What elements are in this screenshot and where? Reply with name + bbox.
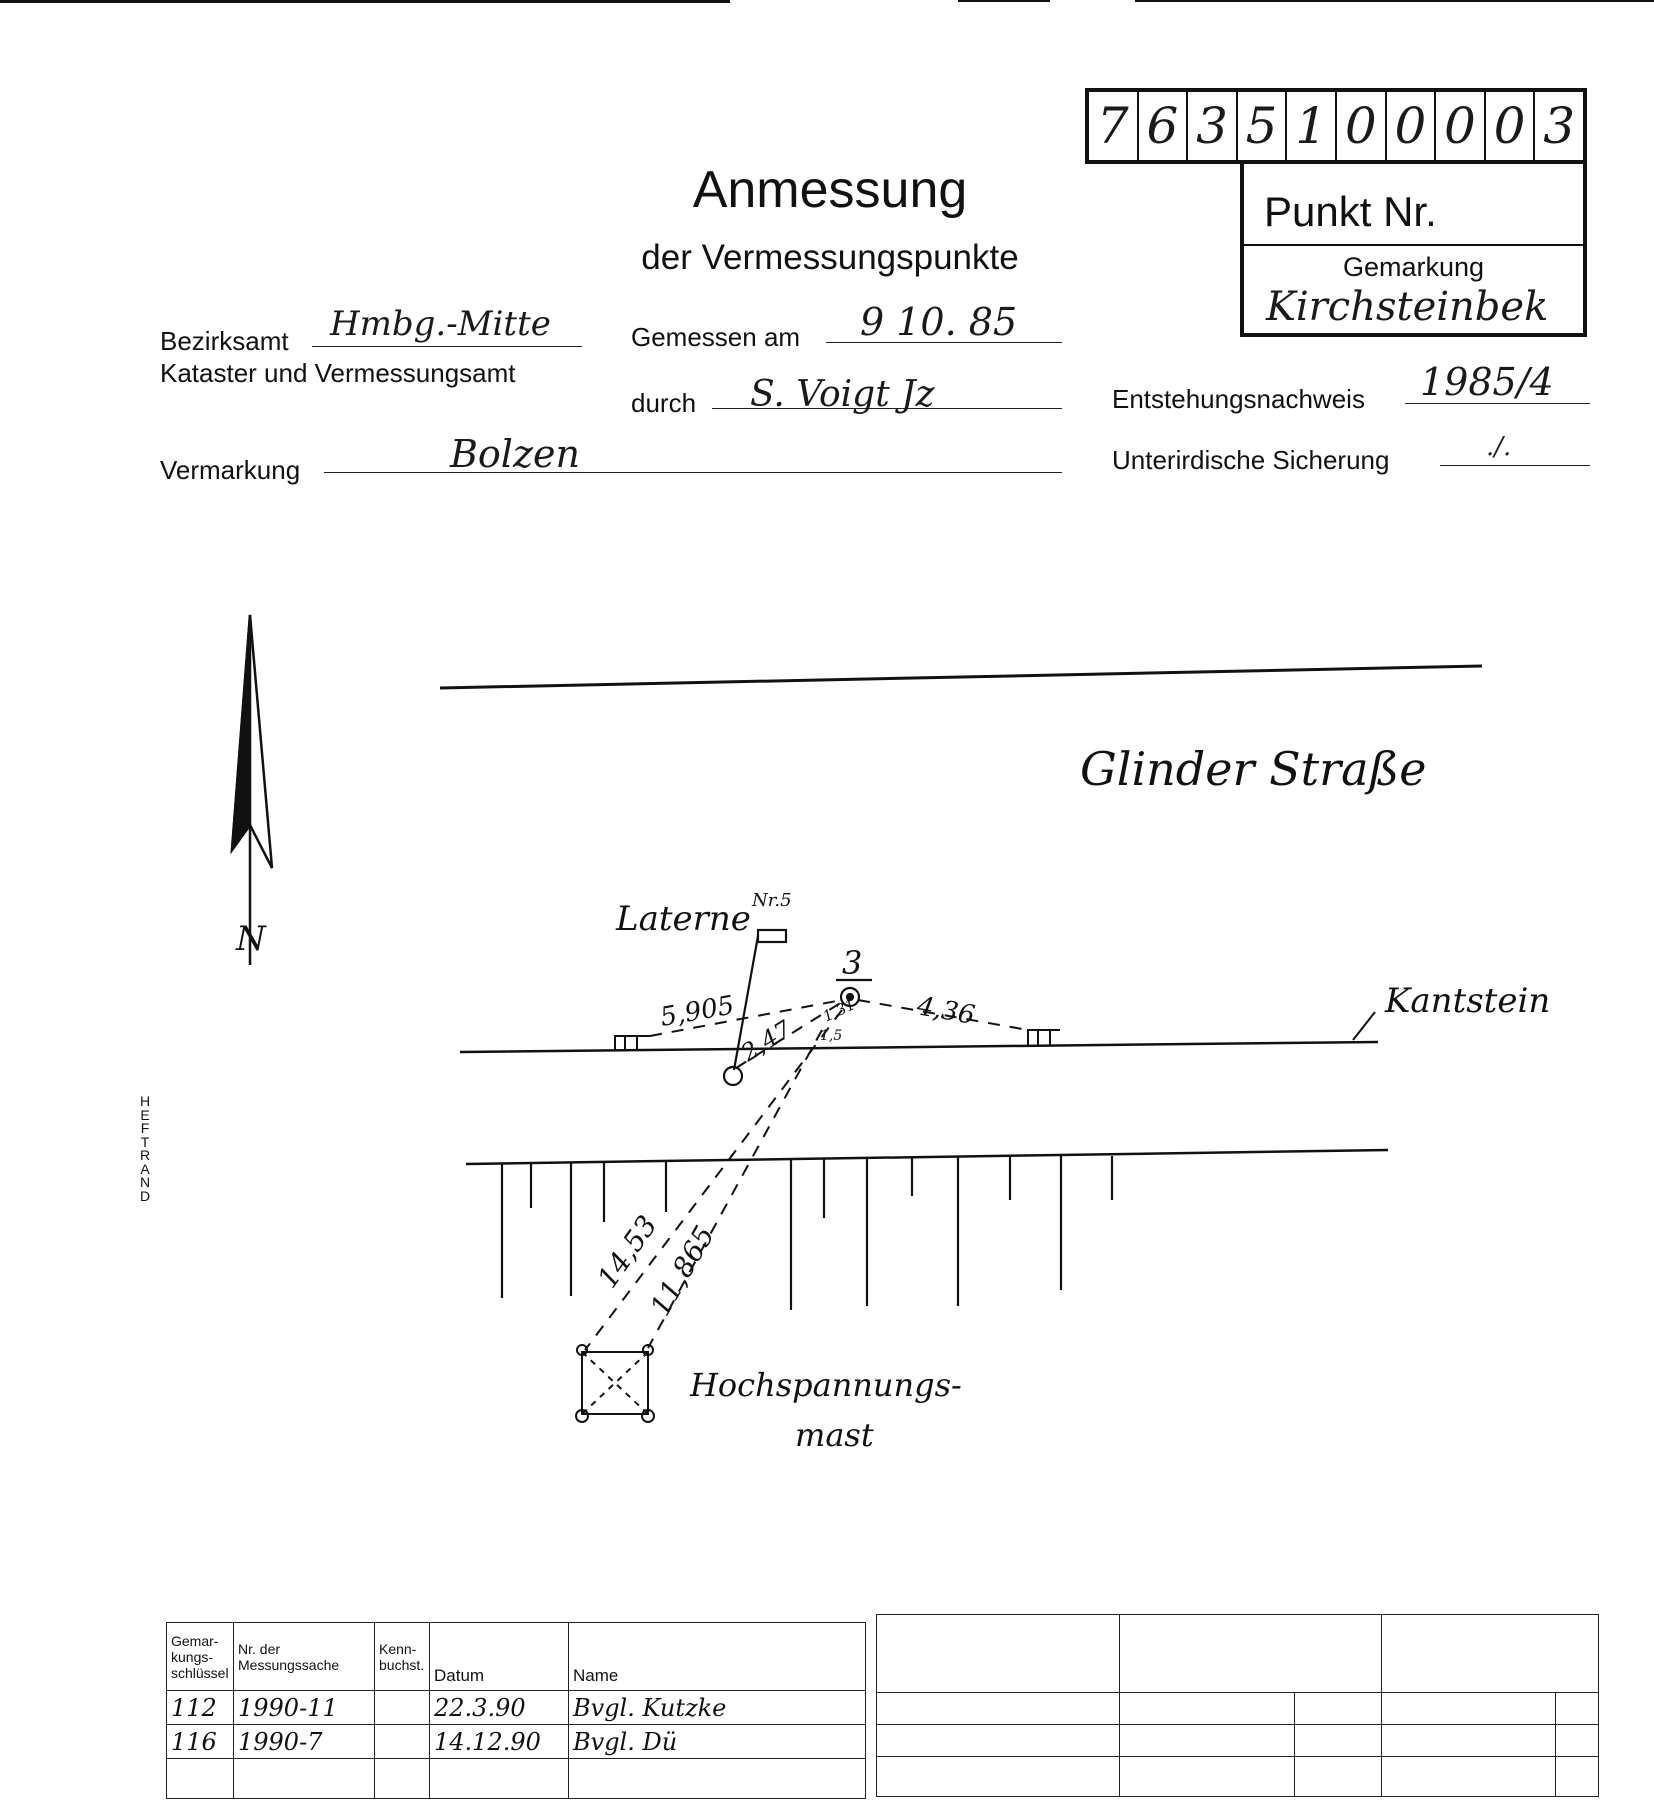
fence-posts: [502, 1156, 1112, 1310]
durch-value: S. Voigt Jz: [750, 374, 935, 415]
cell-empty: [1295, 1757, 1382, 1797]
cell-empty: [1382, 1693, 1556, 1725]
cell-empty: [375, 1759, 430, 1799]
heftrand-letter: R: [139, 1147, 151, 1163]
bezirksamt-label: Bezirksamt: [160, 326, 289, 356]
gemarkung-label: Gemarkung: [1342, 252, 1485, 282]
entstehung-label: Entstehungsnachweis: [1112, 384, 1365, 414]
table-row: [167, 1759, 866, 1799]
cell-empty: [234, 1759, 375, 1799]
punkt-digit: 1: [1287, 92, 1337, 160]
lantern-label: Laterne: [616, 899, 751, 939]
cell-kenn: [375, 1691, 430, 1725]
cell-empty: [1556, 1693, 1599, 1725]
header-line: Messungssache: [238, 1656, 340, 1673]
north-arrow-icon: [232, 615, 272, 965]
punkt-digit: 0: [1436, 92, 1486, 160]
cell-empty: [1382, 1615, 1599, 1693]
mast-icon: [576, 1345, 654, 1422]
cell-kenn: [375, 1725, 430, 1759]
table-row: [167, 1725, 866, 1759]
vermarkung-value: Bolzen: [450, 432, 580, 476]
heftrand-letter: A: [140, 1160, 150, 1177]
north-letter: N: [236, 919, 266, 959]
header-line: buchst.: [379, 1656, 425, 1673]
punkt-digit: 0: [1337, 92, 1387, 160]
cell-empty: [569, 1759, 866, 1799]
cell-empty: [1120, 1725, 1295, 1757]
distance-label: 11,865: [643, 1220, 722, 1322]
empty-record-table: [876, 1614, 1599, 1797]
gemessen-value: 9 10. 85: [860, 300, 1018, 344]
street-name: Glinder Straße: [1080, 742, 1427, 796]
punkt-digit: 3: [1543, 97, 1576, 155]
unterirdisch-label: Unterirdische Sicherung: [1112, 445, 1390, 475]
heftrand-letter: D: [139, 1187, 151, 1204]
punkt-label: Punkt Nr.: [1264, 188, 1437, 235]
page-title: Anmessung: [692, 161, 968, 219]
cell-empty: [877, 1693, 1120, 1725]
curb-label: Kantstein: [1385, 981, 1551, 1021]
durch-label: durch: [631, 388, 697, 418]
cell-empty: [1382, 1725, 1556, 1757]
cell-messungssache: 1990-7: [234, 1725, 375, 1759]
gemarkung-value: Kirchsteinbek: [1266, 284, 1549, 330]
mast-label-line2: mast: [795, 1416, 874, 1454]
cell-schluessel: 112: [167, 1691, 234, 1725]
cell-empty: [430, 1759, 569, 1799]
cell-empty: [877, 1757, 1120, 1797]
distance-label: 2,47: [736, 1015, 797, 1068]
cell-empty: [1295, 1693, 1382, 1725]
kataster-label: Kataster und Vermessungsamt: [160, 358, 516, 388]
gemessen-label: Gemessen am: [631, 322, 801, 352]
page-subtitle: der Vermessungspunkte: [641, 238, 1019, 277]
cell-empty: [1120, 1693, 1295, 1725]
header-line: Gemar-: [171, 1632, 219, 1649]
punkt-digit: 5: [1238, 92, 1288, 160]
punkt-digit: 3: [1188, 92, 1238, 160]
cell-name: Bvgl. Kutzke: [569, 1691, 866, 1725]
fence-line: [466, 1150, 1388, 1164]
header-line: Nr. der: [238, 1640, 281, 1657]
curb-line: [460, 1042, 1378, 1052]
street-edge-top: [440, 666, 1482, 688]
cell-empty: [1295, 1725, 1382, 1757]
cell-schluessel: 116: [167, 1725, 234, 1759]
header-line: kungs-: [171, 1648, 214, 1665]
header-line: Kenn-: [379, 1640, 417, 1657]
cell-name: Bvgl. Dü: [569, 1725, 866, 1759]
entstehung-value: 1985/4: [1420, 360, 1554, 404]
heftrand-letter: H: [139, 1093, 151, 1109]
distance-label: 14,53: [590, 1209, 664, 1295]
punkt-digit: 0: [1387, 92, 1437, 160]
lantern-number: Nr.5: [752, 890, 792, 911]
cell-empty: [877, 1725, 1120, 1757]
cell-empty: [167, 1759, 234, 1799]
measurement-history-table: [166, 1622, 866, 1799]
cell-empty: [1120, 1615, 1382, 1693]
header-kennbuchstabe: [375, 1623, 430, 1691]
heftrand-letter: E: [140, 1106, 150, 1123]
point-number: 3: [842, 944, 863, 982]
table-row: [167, 1691, 866, 1725]
punkt-digit: 7: [1089, 92, 1139, 160]
cell-empty: [1556, 1725, 1599, 1757]
punkt-digit: 6: [1139, 92, 1189, 160]
header-name: Name: [569, 1623, 866, 1691]
cell-empty: [1382, 1757, 1556, 1797]
header-gemarkungsschluessel: [167, 1623, 234, 1691]
distance-label: 1,5: [820, 1028, 843, 1044]
header-line: schlüssel: [171, 1664, 229, 1681]
heftrand-letter: T: [140, 1133, 150, 1150]
cell-messungssache: 1990-11: [234, 1691, 375, 1725]
unterirdisch-value: ./.: [1486, 432, 1512, 462]
vermarkung-label: Vermarkung: [160, 455, 301, 485]
mast-label-line1: Hochspannungs-: [690, 1366, 962, 1404]
header-datum: Datum: [430, 1623, 569, 1691]
distance-label: 1,31: [820, 995, 858, 1026]
header-messungssache: [234, 1623, 375, 1691]
distance-label: 4,36: [914, 991, 978, 1031]
heftrand-letter: F: [140, 1120, 150, 1136]
punkt-digit: 0: [1486, 92, 1536, 160]
cell-empty: [1120, 1757, 1295, 1797]
cell-empty: [1556, 1757, 1599, 1797]
cell-datum: 14.12.90: [430, 1725, 569, 1759]
cell-empty: [877, 1615, 1120, 1693]
cell-datum: 22.3.90: [430, 1691, 569, 1725]
bezirksamt-value: Hmbg.-Mitte: [330, 304, 551, 344]
distance-label: 5,905: [658, 990, 737, 1033]
heftrand-letter: N: [139, 1174, 151, 1190]
